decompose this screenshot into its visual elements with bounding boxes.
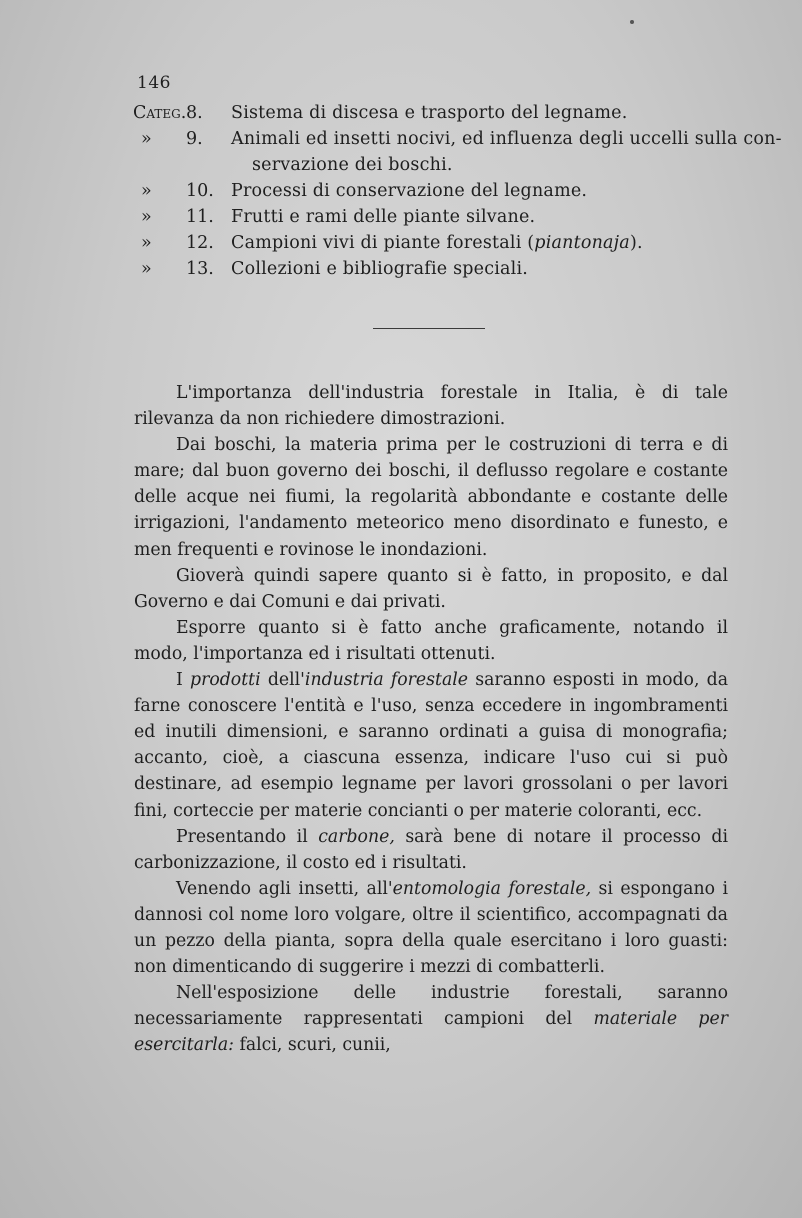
- italic-text: materiale per esercitarla:: [134, 1009, 728, 1056]
- paragraph: [134, 980, 728, 1058]
- section-divider: [373, 328, 485, 329]
- category-item: [133, 256, 753, 282]
- category-text: Animali ed insetti nocivi, ed influenza degli uccelli sulla con-: [231, 129, 782, 149]
- category-text-italic: piantonaja: [534, 233, 630, 253]
- category-item: [133, 230, 753, 256]
- paragraph-text: Dai boschi, la materia prima per le costruzioni di terra e di mare; dal buon governo dei boschi, il deflusso regolare e costante delle acque nei fiumi, la regolarità abbondante e costante delle irrigazioni, l'andamento meteorico meno disordinato e funesto, e men frequenti e rovinose le inondazioni.: [134, 435, 728, 560]
- paragraph-text: Venendo agli insetti, all': [176, 878, 393, 899]
- paragraph-text: Presentando il: [176, 826, 319, 847]
- paragraph-text: si espongano i dannosi col nome loro volgare, oltre il scientifico, accompagnati da un pezzo della pianta, sopra della quale esercitano i loro guasti: non dimenticando di suggerire i mezzi di combatterli.: [134, 878, 728, 978]
- paragraph-text: sarà bene di notare il processo di carbonizzazione, il costo ed i risultati.: [134, 826, 728, 873]
- paragraph-text: Esporre quanto si è fatto anche graficamente, notando il modo, l'importanza ed i risultati ottenuti.: [134, 617, 728, 664]
- paragraph-text: falci, scuri, cunii,: [233, 1035, 391, 1056]
- category-number: 8.: [186, 103, 203, 123]
- paragraph: [134, 563, 728, 615]
- italic-text: industria forestale: [304, 670, 469, 691]
- italic-text: carbone,: [318, 826, 395, 847]
- category-number: 10.: [186, 181, 214, 201]
- paragraph: [134, 615, 728, 667]
- print-speck: [630, 20, 634, 24]
- body-text: [134, 380, 728, 1058]
- category-text-part: Campioni vivi di piante forestali (: [231, 233, 535, 253]
- paragraph-text: dell': [260, 670, 305, 691]
- italic-text: entomologia forestale,: [392, 878, 592, 899]
- category-text: servazione dei boschi.: [252, 155, 453, 175]
- paragraph-text: I: [176, 670, 191, 691]
- category-text: Frutti e rami delle piante silvane.: [231, 207, 536, 227]
- paragraph-text: saranno esposti in modo, da farne conoscere l'entità e l'uso, senza eccedere in ingombramenti ed inutili dimensioni, e saranno ordinati a guisa di monografia; accanto, cioè, a ciascuna essenza, indicare l'uso cui si può destinare, ad esempio legname per lavori grossolani o per lavori fini, corteccie per materie concianti o per materie coloranti, ecc.: [134, 670, 728, 821]
- category-number: 9.: [186, 129, 203, 149]
- category-marker: Categ.: [133, 103, 187, 123]
- page-number: 146: [137, 73, 171, 93]
- category-item-continuation: [133, 152, 753, 178]
- italic-text: prodotti: [190, 670, 261, 691]
- paragraph: [134, 876, 728, 980]
- category-list: [133, 100, 782, 282]
- category-marker: »: [141, 259, 152, 279]
- paragraph-text: Gioverà quindi sapere quanto si è fatto, in proposito, e dal Governo e dai Comuni e dai privati.: [134, 565, 728, 612]
- paragraph: [134, 432, 728, 562]
- category-item: [133, 100, 753, 126]
- category-marker: »: [141, 181, 152, 201]
- category-marker: »: [141, 129, 152, 149]
- paragraph: [134, 667, 728, 824]
- category-number: 13.: [186, 259, 214, 279]
- category-item: [133, 178, 753, 204]
- paragraph: [134, 824, 728, 876]
- category-number: 12.: [186, 233, 214, 253]
- category-marker: »: [141, 207, 152, 227]
- category-text: Collezioni e bibliografie speciali.: [231, 259, 529, 279]
- paragraph-text: Nell'esposizione delle industrie forestali, saranno necessariamente rappresentati campioni del: [134, 983, 728, 1030]
- category-text-part: ).: [629, 233, 643, 253]
- category-item: [133, 126, 782, 152]
- category-text: Processi di conservazione del legname.: [231, 181, 588, 201]
- category-number: 11.: [186, 207, 214, 227]
- category-marker: »: [141, 233, 152, 253]
- category-item: [133, 204, 753, 230]
- paragraph-text: L'importanza dell'industria forestale in Italia, è di tale rilevanza da non richiedere dimostrazioni.: [134, 383, 728, 430]
- category-text: Sistema di discesa e trasporto del legname.: [231, 103, 628, 123]
- category-text: [231, 230, 643, 256]
- paragraph: [134, 380, 728, 432]
